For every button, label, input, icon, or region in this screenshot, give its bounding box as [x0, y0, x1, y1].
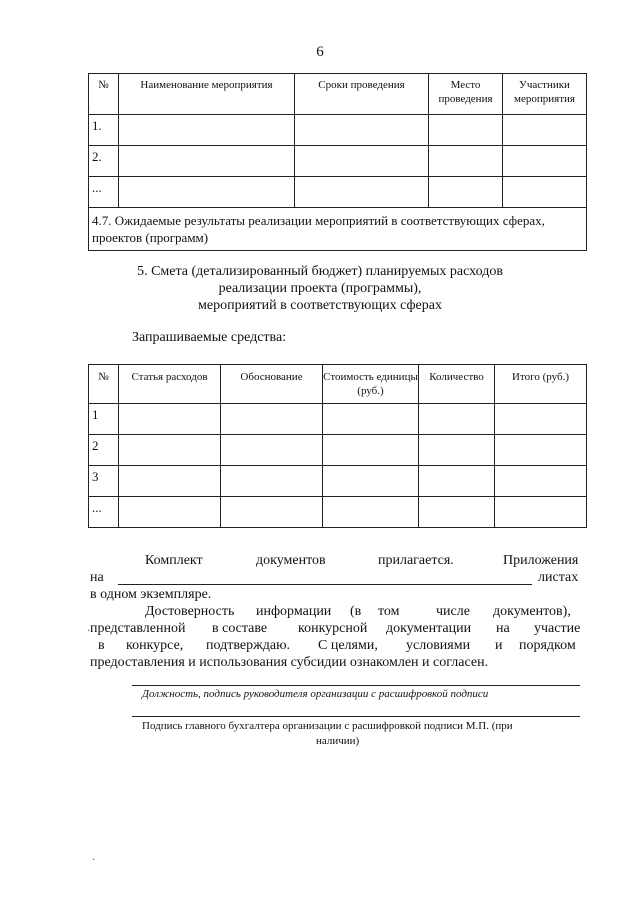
table-row — [89, 177, 587, 208]
reliability-word: документов), — [493, 604, 571, 619]
section5-title-line-3: мероприятий в соответствующих сферах — [198, 298, 442, 313]
reliability-word: том — [378, 604, 400, 619]
kit-on-word: на — [90, 570, 104, 585]
table-cell[interactable] — [323, 404, 419, 435]
reliability-word: (в — [350, 604, 362, 619]
requested-funds-label: Запрашиваемые средства: — [132, 330, 287, 345]
table-cell[interactable] — [119, 404, 221, 435]
col-location: Место проведения — [429, 74, 503, 115]
kit-copy-line: в одном экземпляре. — [90, 587, 212, 602]
accountant-signature-caption: Подпись главного бухгалтера организации с расшифровкой подписи М.П. (при — [142, 720, 513, 732]
row-number: 1. — [89, 115, 119, 146]
row-number: 2 — [89, 435, 119, 466]
col-justification: Обоснование — [221, 365, 323, 404]
kit-word: Комплект — [145, 553, 203, 568]
declaration-line-4: предоставления и использования субсидии ознакомлен и согласен. — [90, 655, 489, 670]
col-number: № — [89, 74, 119, 115]
row-number: ... — [89, 177, 119, 208]
row-number: 2. — [89, 146, 119, 177]
accountant-signature-caption-2: наличии) — [316, 735, 360, 747]
budget-table-header — [89, 365, 587, 404]
col-event-name: Наименование мероприятия — [119, 74, 295, 115]
margin-mark: · — [87, 104, 91, 115]
head-signature-caption: Должность, подпись руководителя организации с расшифровкой подписи — [142, 688, 489, 700]
row-number: ... — [89, 497, 119, 528]
section5-title-line-1: 5. Смета (детализированный бюджет) планируемых расходов — [137, 264, 503, 279]
section5-title-line-2: реализации проекта (программы), — [218, 281, 422, 296]
table-cell[interactable] — [119, 115, 295, 146]
table-cell[interactable] — [429, 177, 503, 208]
col-dates: Сроки проведения — [295, 74, 429, 115]
table-row — [89, 115, 587, 146]
kit-word: Приложения — [503, 553, 579, 568]
table-cell[interactable] — [295, 177, 429, 208]
accountant-signature-line[interactable] — [132, 716, 580, 717]
col-participants: Участники мероприятия — [503, 74, 587, 115]
table-cell[interactable] — [495, 404, 587, 435]
page-number: 6 — [316, 44, 324, 60]
declaration-word: С целями, — [318, 638, 378, 653]
table-cell[interactable] — [221, 497, 323, 528]
kit-word: документов — [256, 553, 326, 568]
reliability-word: информации — [256, 604, 332, 619]
reliability-word: Достоверность — [145, 604, 235, 619]
table-cell[interactable] — [419, 435, 495, 466]
declaration-word: и — [495, 638, 503, 653]
col-quantity: Количество — [419, 365, 495, 404]
kit-sheets-word: листах — [538, 570, 579, 585]
col-total: Итого (руб.) — [495, 365, 587, 404]
col-unit-cost: Стоимость единицы (руб.) — [323, 365, 419, 404]
declaration-word: подтверждаю. — [206, 638, 291, 653]
declaration-word: на — [496, 621, 510, 636]
table-cell[interactable] — [495, 466, 587, 497]
events-table-header — [89, 74, 587, 115]
table-cell[interactable] — [119, 466, 221, 497]
declaration-word: представленной — [90, 621, 186, 636]
row-number: 3 — [89, 466, 119, 497]
table-cell[interactable] — [495, 435, 587, 466]
table-cell[interactable] — [221, 466, 323, 497]
table-cell[interactable] — [323, 435, 419, 466]
table-cell[interactable] — [323, 466, 419, 497]
declaration-word: конкурсной — [298, 621, 368, 636]
table-cell[interactable] — [119, 497, 221, 528]
budget-table — [88, 364, 587, 528]
declaration-word: порядком — [519, 638, 576, 653]
table-cell[interactable] — [295, 146, 429, 177]
table-cell[interactable] — [323, 497, 419, 528]
col-expense-item: Статья расходов — [119, 365, 221, 404]
table-cell[interactable] — [419, 497, 495, 528]
table-cell[interactable] — [119, 177, 295, 208]
table-row — [89, 146, 587, 177]
declaration-word: документации — [386, 621, 472, 636]
table-cell[interactable] — [419, 466, 495, 497]
table-cell[interactable] — [221, 404, 323, 435]
row-number: 1 — [89, 404, 119, 435]
declaration-word: участие — [534, 621, 581, 636]
margin-mark: · — [92, 855, 96, 866]
col-number: № — [89, 365, 119, 404]
table-cell[interactable] — [429, 115, 503, 146]
declaration-word: в составе — [212, 621, 268, 636]
table-cell[interactable] — [503, 177, 587, 208]
table-cell[interactable] — [429, 146, 503, 177]
declaration-word: конкурсе, — [126, 638, 184, 653]
declaration-word: в — [98, 638, 105, 653]
table-cell[interactable] — [503, 146, 587, 177]
table-cell[interactable] — [119, 435, 221, 466]
table-row — [89, 435, 587, 466]
kit-word: прилагается. — [378, 553, 454, 568]
table-cell[interactable] — [495, 497, 587, 528]
margin-mark: · — [87, 626, 91, 637]
table-row — [89, 404, 587, 435]
sheets-count-blank[interactable] — [118, 584, 532, 585]
table-row — [89, 497, 587, 528]
reliability-word: числе — [436, 604, 470, 619]
table-cell[interactable] — [295, 115, 429, 146]
table-cell[interactable] — [119, 146, 295, 177]
table-cell[interactable] — [419, 404, 495, 435]
table-cell[interactable] — [503, 115, 587, 146]
declaration-word: условиями — [406, 638, 471, 653]
table-cell[interactable] — [221, 435, 323, 466]
expected-results: 4.7. Ожидаемые результаты реализации мероприятий в соответствующих сферах, проектов (программ) — [89, 208, 587, 251]
table-row — [89, 208, 587, 251]
events-table — [88, 73, 587, 251]
table-row — [89, 466, 587, 497]
head-signature-line[interactable] — [132, 685, 580, 686]
